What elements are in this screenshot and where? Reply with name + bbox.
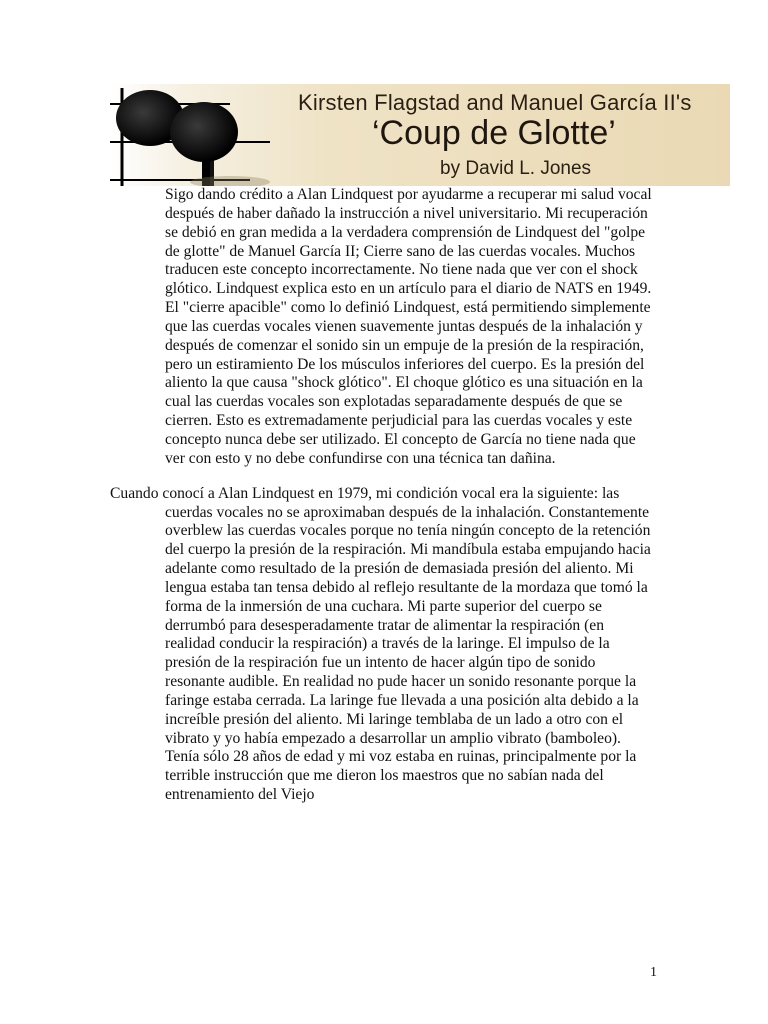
header-banner: [110, 84, 730, 186]
page-number: 1: [650, 965, 657, 980]
banner-subtitle: ‘Coup de Glotte’: [372, 114, 616, 152]
banner-title: Kirsten Flagstad and Manuel García II's: [298, 90, 692, 115]
paragraph: Cuando conocí a Alan Lindquest en 1979, mi condición vocal era la siguiente: las cuerdas vocales no se aproximaban después de la inhalación. Constantemente overblew las cuerdas vocales porque no tenía ningún concepto de la retención del cuerpo la presión de la respiración. Mi mandíbula estaba empujando hacia adelante como resultado de la presión de demasiada presión del aliento. Mi lengua estaba tan tensa debido al reflejo resultante de la mordaza que tomó la forma de la inmersión de una cuchara. Mi parte superior del cuerpo se derrumbó para desesperadamente tratar de alimentar la respiración (en realidad conducir la respiración) a través de la laringe. El impulso de la presión de la respiración fue un intento de hacer algún tipo de sonido resonante audible. En realidad no pude hacer un sonido resonante porque la faringe estaba cerrada. La laringe fue llevada a una posición alta debido a la increíble presión del aliento. Mi laringe temblaba de un lado a otro con el vibrato y yo había empezado a desarrollar un amplio vibrato (bamboleo). Tenía sólo 28 años de edad y mi voz estaba en ruinas, principalmente por la terrible instrucción que me dieron los maestros que no sabían nada del entrenamiento del Viejo: [110, 484, 651, 804]
paragraph: Sigo dando crédito a Alan Lindquest por ayudarme a recuperar mi salud vocal después de haber dañado la instrucción a nivel universitario. Mi recuperación se debió en gran medida a la verdadera comprensión de Lindquest del "golpe de glotte" de Manuel García II; Cierre sano de las cuerdas vocales. Muchos traducen este concepto incorrectamente. No tiene nada que ver con el shock glótico. Lindquest explica esto en un artículo para el diario de NATS en 1949. El "cierre apacible" como lo definió Lindquest, está permitiendo simplemente que las cuerdas vocales vienen suavemente juntas después de la inhalación y después de comenzar el sonido sin un empuje de la presión de la respiración, pero un estiramiento De los músculos inferiores del cuerpo. Es la presión del aliento la que causa "shock glótico". El choque glótico es una situación en la cual las cuerdas vocales son explotadas separadamente después de que se cierren. Esto es extremadamente perjudicial para las cuerdas vocales y este concepto nunca debe ser utilizado. El concepto de García no tiene nada que ver con esto y no debe confundirse con una técnica tan dañina.: [165, 186, 652, 467]
document-body: [110, 186, 658, 821]
banner-byline: by David L. Jones: [440, 158, 592, 179]
musical-notes-icon: [110, 84, 300, 186]
